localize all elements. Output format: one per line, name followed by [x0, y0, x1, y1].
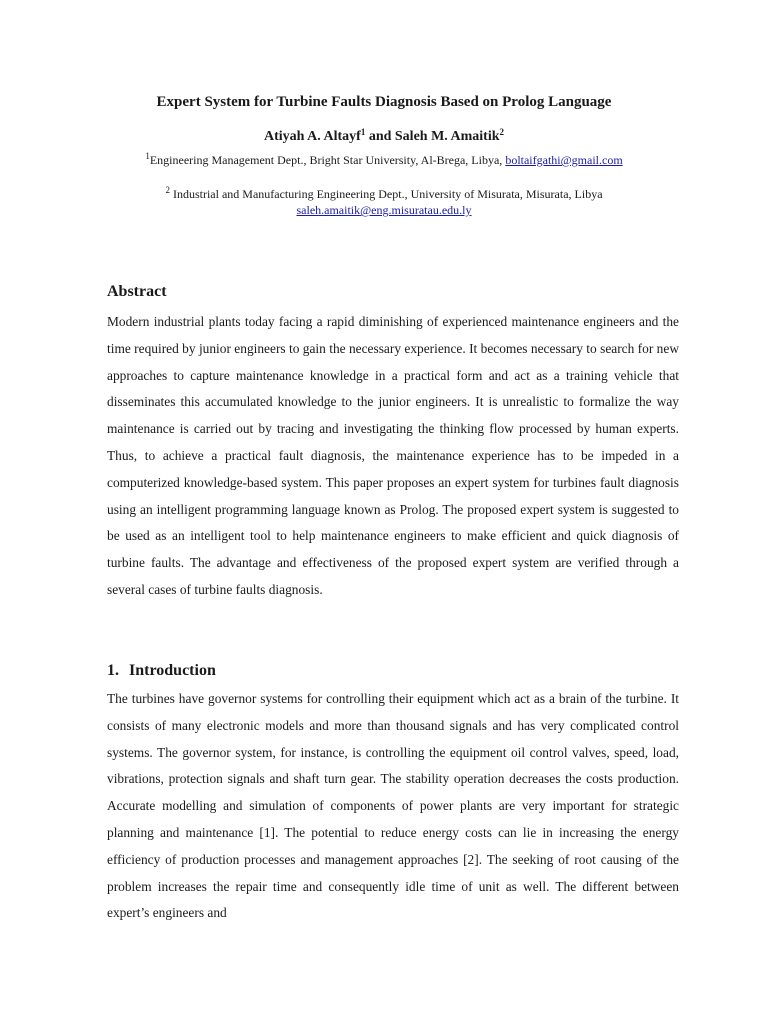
author-line [0, 128, 768, 146]
affiliation-2-text: Industrial and Manufacturing Engineering Dept., University of Misurata, Misurata, Libya [172, 187, 603, 201]
section-number: 1. [107, 662, 119, 679]
affiliation-1-email-link[interactable]: boltaifgathi@gmail.com [505, 153, 623, 167]
author-2-name: Saleh M. Amaitik [394, 129, 500, 144]
abstract-body: Modern industrial plants today facing a rapid diminishing of experienced maintenance engineers and the time required by junior engineers to gain the necessary experience. It becomes necessary to search for new approaches to capture maintenance knowledge in a practical form and act as a training vehicle that disseminates this accumulated knowledge to the junior engineers. It is unrealistic to formalize the way maintenance is carried out by tracing and investigating the thinking flow processed by human experts. Thus, to achieve a practical fault diagnosis, the maintenance experience has to be impeded in a computerized knowledge-based system. This paper proposes an expert system for turbines fault diagnosis using an intelligent programming language known as Prolog. The proposed expert system is suggested to be used as an intelligent tool to help maintenance engineers to make efficient and quick diagnosis of turbine faults. The advantage and effectiveness of the proposed expert system are verified through a several cases of turbine faults diagnosis. [107, 314, 679, 597]
author-1-name: Atiyah A. Altayf [263, 129, 361, 144]
section-title: Introduction [129, 662, 216, 679]
affiliation-2-mark: 2 [165, 185, 170, 195]
affiliation-1-mark: 1 [145, 151, 150, 161]
affiliation-1-text: Engineering Management Dept., Bright Star University, Al-Brega, Libya, [149, 153, 506, 167]
paper-title: Expert System for Turbine Faults Diagnosis Based on Prolog Language [156, 94, 612, 110]
abstract-heading: Abstract [107, 283, 167, 300]
introduction-body: The turbines have governor systems for controlling their equipment which act as a brain of the turbine. It consists of many electronic models and more than thousand signals and has very complicated control systems. The governor system, for instance, is controlling the equipment oil control valves, speed, load, vibrations, protection signals and shaft turn gear. The stability operation decreases the costs production. Accurate modelling and simulation of components of power plants are very important for strategic planning and maintenance [1]. The potential to reduce energy costs can lie in increasing the energy efficiency of production processes and management approaches [2]. The seeking of root causing of the problem increases the repair time and consequently idle time of unit as well. The different between expert’s engineers and [107, 691, 679, 921]
affiliation-2 [0, 186, 768, 202]
introduction-heading [107, 661, 216, 681]
author-2-affiliation-mark: 2 [499, 127, 505, 137]
affiliation-1 [0, 152, 768, 168]
author-1-affiliation-mark: 1 [360, 127, 366, 137]
affiliation-2-email-line [0, 202, 768, 218]
author-conjunction: and [365, 129, 395, 144]
affiliation-2-email-link[interactable]: saleh.amaitik@eng.misuratau.edu.ly [296, 203, 472, 217]
